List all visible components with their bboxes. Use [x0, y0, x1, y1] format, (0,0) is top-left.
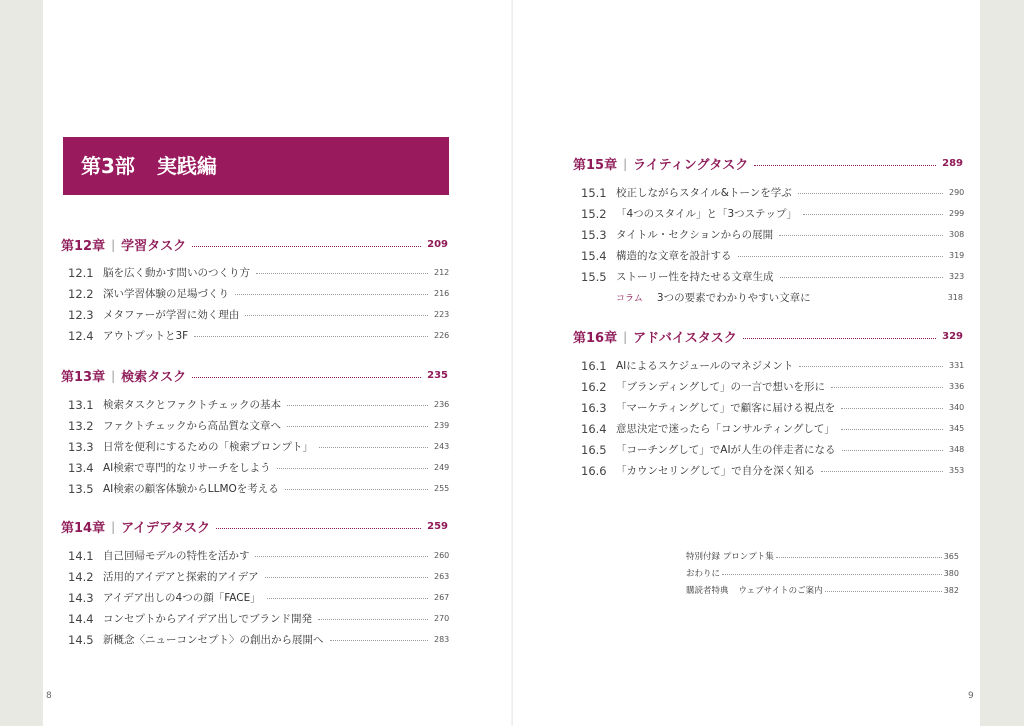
toc-entry[interactable]	[68, 286, 448, 301]
chapter-page: 209	[427, 239, 448, 250]
chapter-title: ライティングタスク	[633, 158, 749, 173]
section-title: メタファーが学習に効く理由	[103, 309, 240, 321]
chapter-16-heading[interactable]: 第16章 | アドバイスタスク 329	[573, 327, 963, 346]
part-number: 第3部	[81, 154, 135, 178]
section-page: 270	[434, 614, 450, 623]
toc-entry[interactable]	[581, 227, 963, 242]
section-number: 15.3	[581, 227, 607, 242]
extra-title: 購読者特典	[686, 586, 729, 596]
column-title: 3つの要素でわかりやすい文章に	[656, 292, 811, 304]
section-page: 331	[949, 361, 965, 370]
section-title: 日常を便利にするための「検索プロンプト」	[103, 441, 313, 453]
section-number: 13.1	[68, 397, 94, 412]
section-page: 255	[434, 484, 450, 493]
toc-entry[interactable]	[68, 590, 448, 605]
chapter-label: 第12章	[61, 239, 106, 254]
section-page: 336	[949, 382, 965, 391]
section-page: 299	[949, 209, 965, 218]
section-title: ファクトチェックから高品質な文章へ	[103, 420, 281, 432]
section-page: 353	[949, 466, 965, 475]
section-number: 16.5	[581, 442, 607, 457]
toc-entry[interactable]	[581, 185, 963, 200]
column-page: 318	[947, 293, 963, 302]
section-page: 226	[434, 331, 450, 340]
section-number: 14.1	[68, 548, 94, 563]
section-title: 自己回帰モデルの特性を活かす	[103, 550, 250, 562]
section-page: 223	[434, 310, 450, 319]
section-page: 216	[434, 289, 450, 298]
section-page: 267	[434, 593, 450, 602]
section-page: 239	[434, 421, 450, 430]
section-number: 16.3	[581, 400, 607, 415]
part-banner	[63, 137, 449, 195]
section-page: 345	[949, 424, 965, 433]
section-page: 319	[949, 251, 965, 260]
section-title: 「4つのスタイル」と「3つステップ」	[616, 208, 797, 220]
section-page: 323	[949, 272, 965, 281]
section-title: 「ブランディングして」の一言で想いを形に	[616, 381, 825, 393]
toc-entry[interactable]	[68, 548, 448, 563]
toc-entry[interactable]	[68, 439, 448, 454]
section-page: 263	[434, 572, 450, 581]
section-title: AI検索の顧客体験からLLMOを考える	[103, 483, 279, 495]
section-title: 検索タスクとファクトチェックの基本	[103, 399, 281, 411]
section-title: 「マーケティングして」で顧客に届ける視点を	[616, 402, 836, 414]
section-page: 340	[949, 403, 965, 412]
toc-entry[interactable]	[68, 307, 448, 322]
extra-entry-appendix[interactable]	[686, 550, 959, 562]
section-title: 活用的アイデアと探索的アイデア	[103, 571, 259, 583]
chapter-label: 第15章	[573, 158, 618, 173]
toc-entry[interactable]	[68, 328, 448, 343]
section-page: 212	[434, 268, 450, 277]
section-number: 13.2	[68, 418, 94, 433]
section-number: 13.4	[68, 460, 94, 475]
toc-entry[interactable]	[68, 611, 448, 626]
section-page: 243	[434, 442, 450, 451]
part-title: 実践編	[156, 154, 217, 178]
section-title: アウトプットと3F	[103, 330, 189, 342]
chapter-page: 259	[427, 521, 448, 532]
toc-entry[interactable]	[581, 400, 963, 415]
section-number: 14.2	[68, 569, 94, 584]
chapter-page: 235	[427, 370, 448, 381]
chapter-label: 第14章	[61, 521, 106, 536]
chapter-title: 学習タスク	[121, 239, 187, 254]
section-number: 15.2	[581, 206, 607, 221]
section-number: 15.5	[581, 269, 607, 284]
section-number: 14.4	[68, 611, 94, 626]
toc-entry[interactable]	[68, 397, 448, 412]
section-number: 13.3	[68, 439, 94, 454]
toc-entry[interactable]	[581, 442, 963, 457]
section-title: 校正しながらスタイル&トーンを学ぶ	[616, 187, 792, 199]
section-page: 348	[949, 445, 965, 454]
extra-page: 380	[943, 568, 959, 578]
toc-entry[interactable]	[581, 358, 963, 373]
section-page: 290	[949, 188, 965, 197]
section-page: 283	[434, 635, 450, 644]
toc-entry[interactable]	[581, 379, 963, 394]
section-number: 16.6	[581, 463, 607, 478]
section-number: 12.3	[68, 307, 94, 322]
section-page: 249	[434, 463, 450, 472]
chapter-12-heading[interactable]: 第12章 | 学習タスク 209	[61, 235, 448, 254]
section-number: 14.5	[68, 632, 94, 647]
toc-entry[interactable]	[68, 481, 448, 496]
column-tag: コラム	[616, 294, 643, 304]
left-page	[43, 0, 513, 726]
column-entry[interactable]	[616, 290, 963, 305]
chapter-page: 329	[942, 331, 963, 342]
section-number: 13.5	[68, 481, 94, 496]
section-title: 脳を広く動かす問いのつくり方	[103, 267, 250, 279]
toc-entry[interactable]	[68, 418, 448, 433]
toc-entry[interactable]	[581, 269, 963, 284]
section-title: AI検索で専門的なリサーチをしよう	[103, 462, 271, 474]
section-page: 260	[434, 551, 450, 560]
toc-entry[interactable]	[68, 460, 448, 475]
extra-page: 382	[943, 585, 959, 595]
section-title: 「コーチングして」でAIが人生の伴走者になる	[616, 444, 836, 456]
extra-page: 365	[943, 551, 959, 561]
section-page: 236	[434, 400, 450, 409]
extra-entry-reader-bonus[interactable]	[686, 584, 959, 596]
right-page	[513, 0, 980, 726]
chapter-14-heading[interactable]: 第14章 | アイデアタスク 259	[61, 517, 448, 536]
section-title: ストーリー性を持たせる文章生成	[616, 271, 774, 283]
section-title: タイトル・セクションからの展開	[616, 229, 774, 241]
toc-entry[interactable]	[68, 569, 448, 584]
toc-entry[interactable]	[581, 206, 963, 221]
toc-entry[interactable]	[581, 248, 963, 263]
section-page: 308	[949, 230, 965, 239]
extra-title: 特別付録 プロンプト集	[686, 552, 774, 562]
section-number: 14.3	[68, 590, 94, 605]
chapter-title: 検索タスク	[121, 370, 187, 385]
section-title: AIによるスケジュールのマネジメント	[616, 360, 794, 372]
section-title: 構造的な文章を設計する	[616, 250, 732, 262]
extra-entry-afterword[interactable]	[686, 567, 959, 579]
section-number: 12.1	[68, 265, 94, 280]
section-number: 16.1	[581, 358, 607, 373]
toc-entry[interactable]	[68, 632, 448, 647]
page-number-right: 9	[968, 691, 974, 701]
toc-entry[interactable]	[581, 463, 963, 478]
section-title: 「カウンセリングして」で自分を深く知る	[616, 465, 816, 477]
section-number: 15.4	[581, 248, 607, 263]
section-title: コンセプトからアイデア出しでブランド開発	[103, 613, 313, 625]
section-title: アイデア出しの4つの顔「FACE」	[103, 592, 261, 604]
toc-entry[interactable]	[581, 421, 963, 436]
chapter-15-heading[interactable]: 第15章 | ライティングタスク 289	[573, 154, 963, 173]
extra-title: おわりに	[686, 569, 721, 579]
section-title: 意思決定で迷ったら「コンサルティングして」	[616, 423, 835, 435]
section-number: 16.2	[581, 379, 607, 394]
section-number: 15.1	[581, 185, 607, 200]
section-number: 16.4	[581, 421, 607, 436]
chapter-13-heading[interactable]: 第13章 | 検索タスク 235	[61, 366, 448, 385]
chapter-title: アイデアタスク	[121, 521, 211, 536]
section-title: 深い学習体験の足場づくり	[103, 288, 229, 300]
section-number: 12.4	[68, 328, 94, 343]
section-title: 新概念〈ニューコンセプト〉の創出から展開へ	[103, 634, 324, 646]
section-number: 12.2	[68, 286, 94, 301]
chapter-label: 第16章	[573, 331, 618, 346]
chapter-page: 289	[942, 158, 963, 169]
chapter-title: アドバイスタスク	[633, 331, 737, 346]
toc-entry[interactable]	[68, 265, 448, 280]
chapter-label: 第13章	[61, 370, 106, 385]
page-number-left: 8	[46, 691, 52, 701]
extra-subtitle: ウェブサイトのご案内	[738, 586, 823, 596]
